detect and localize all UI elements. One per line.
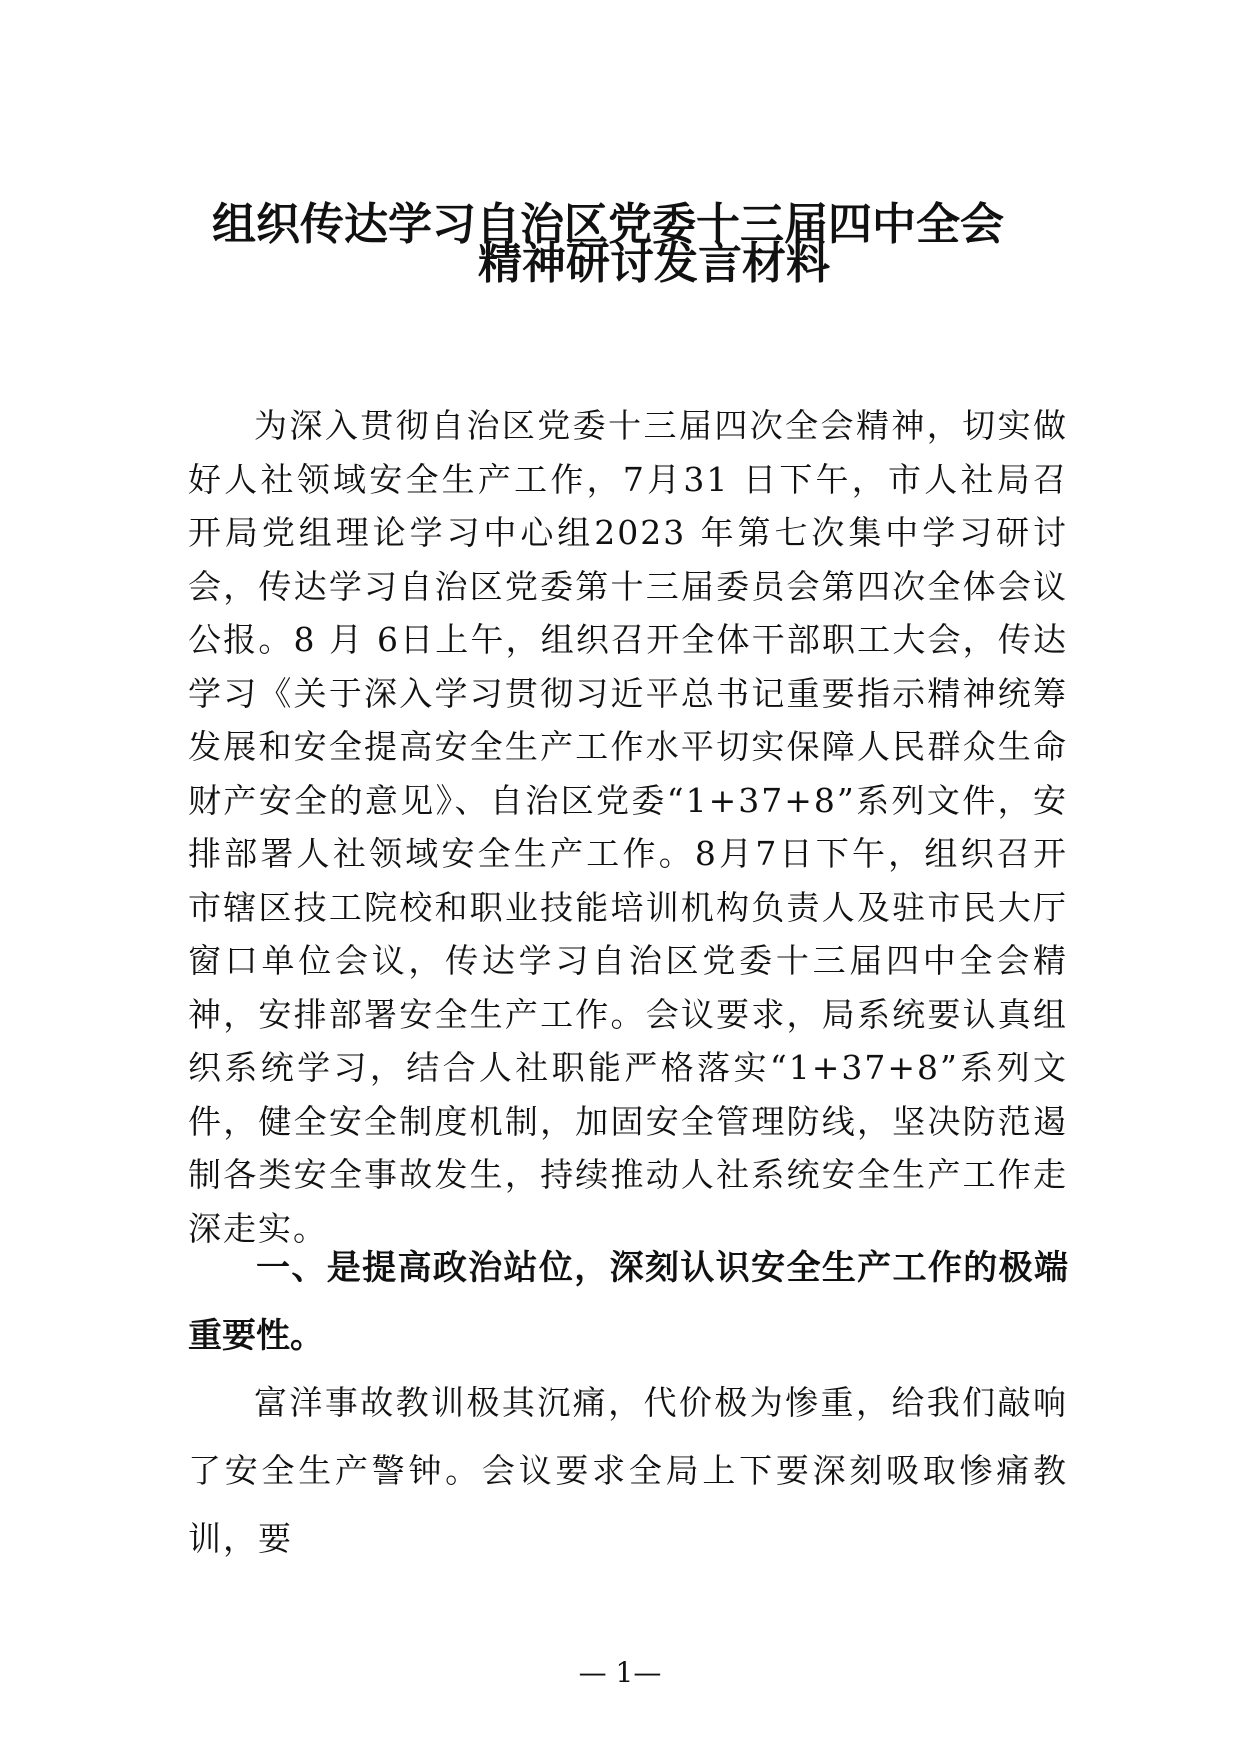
page-number: — 1— xyxy=(578,1656,662,1689)
section-heading-1: 一、是提高政治站位，深刻认识安全生产工作的极端重要性。 xyxy=(188,1248,1068,1356)
body-paragraph-1: 为深入贯彻自治区党委十三届四次全会精神，切实做好人社领域安全生产工作，7月31 日下午，市人社局召开局党组理论学习中心组2023 年第七次集中学习研讨会，传达学习自治区党委第十三届委员会第四次全体会议公报。8 月 6日上午，组织召开全体干部职工大会，传达学习《关于深入学习贯彻习近平总书记重要指示精神统筹发展和安全提高安全生产工作水平切实保障人民群众生命财产安全的意见》、自治区党委“1+37+8”系列文件，安排部署人社领域安全生产工作。8月7日下午，组织召开市辖区技工院校和职业技能培训机构负责人及驻市民大厅窗口单位会议，传达学习自治区党委十三届四中全会精神，安排部署安全生产工作。会议要求，局系统要认真组织系统学习，结合人社职能严格落实“1+37+8”系列文件，健全安全制度机制，加固安全管理防线，坚决防范遏制各类安全事故发生，持续推动人社系统安全生产工作走深走实。 xyxy=(188,406,1068,1248)
document-title-line-2: 精神研讨发言材料 xyxy=(478,238,830,289)
document-title-line-1: 组织传达学习自治区党委十三届四中全会 xyxy=(212,199,1004,250)
body-paragraph-2: 富洋事故教训极其沉痛，代价极为惨重，给我们敲响了安全生产警钟。会议要求全局上下要深刻吸取惨痛教训，要 xyxy=(188,1383,1068,1558)
